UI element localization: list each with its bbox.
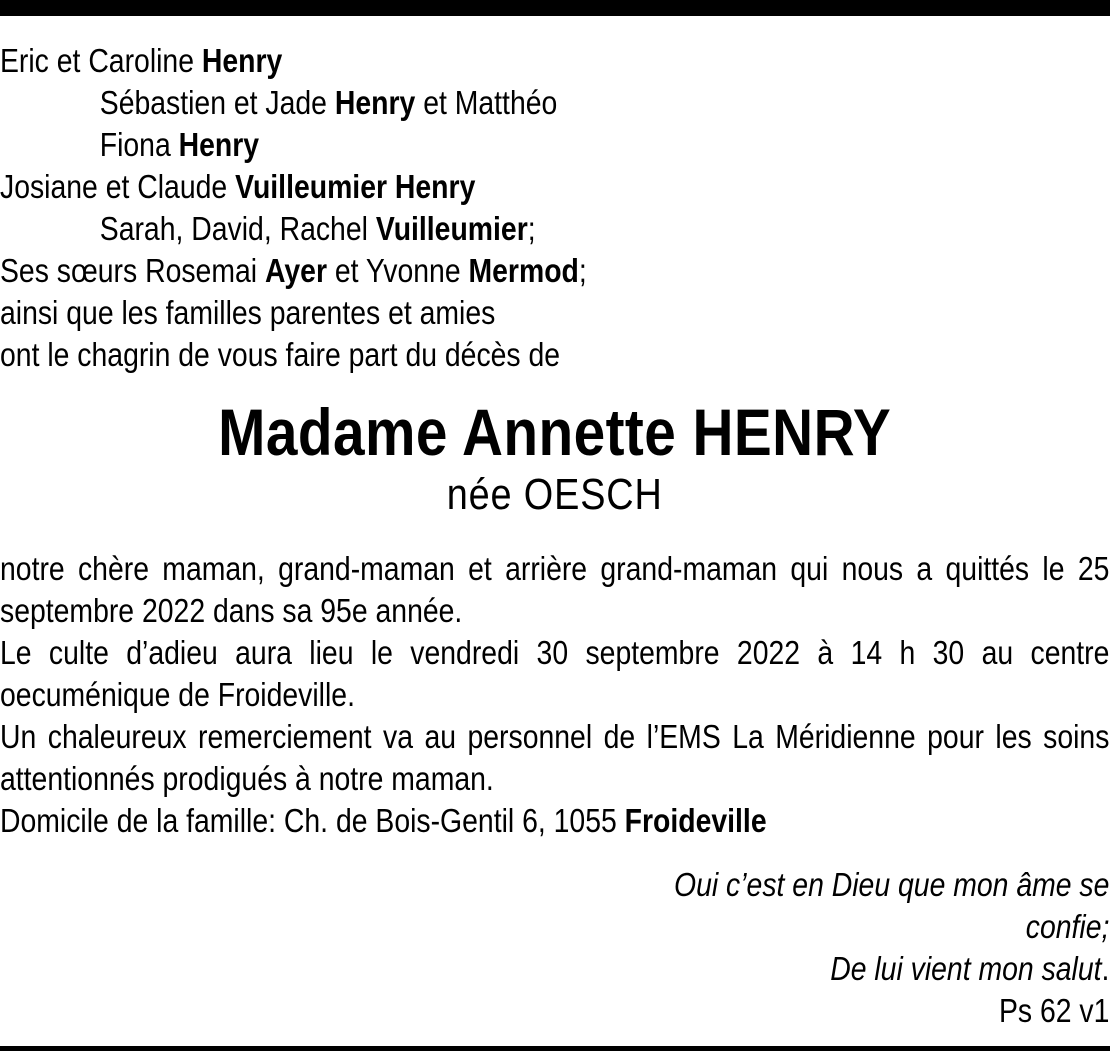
family-surname: Henry bbox=[178, 126, 260, 163]
announcement-line: ont le chagrin de vous faire part du décès de bbox=[0, 336, 561, 373]
verse-line-2: confie; bbox=[1025, 908, 1110, 945]
family-line-text: Sarah, David, Rachel bbox=[99, 210, 376, 247]
thanks-paragraph: Un chaleureux remerciement va au personnel de l’EMS La Méridienne pour les soins attentionnés prodigués à notre maman. bbox=[0, 718, 1110, 797]
family-line-fiona bbox=[0, 124, 1109, 166]
family-address bbox=[0, 800, 1109, 842]
family-surname: Vuilleumier bbox=[375, 210, 528, 247]
family-surname: Mermod bbox=[468, 252, 579, 289]
maiden-name: née OESCH bbox=[446, 470, 663, 519]
verse-reference: Ps 62 v1 bbox=[998, 992, 1110, 1029]
bible-verse bbox=[0, 864, 1109, 1032]
family-line-sisters bbox=[0, 250, 1109, 292]
family-line-text: et Matthéo bbox=[415, 84, 558, 121]
family-line-text: Sébastien et Jade bbox=[99, 84, 335, 121]
verse-line-3-text: De lui vient mon salut bbox=[830, 950, 1102, 987]
deceased-name: Madame Annette HENRY bbox=[218, 395, 892, 469]
family-line-text: Eric et Caroline bbox=[0, 42, 202, 79]
bottom-border-rule bbox=[0, 1046, 1110, 1051]
family-line-text: Fiona bbox=[99, 126, 179, 163]
family-line-eric-caroline bbox=[0, 40, 1109, 82]
family-surname: Vuilleumier Henry bbox=[235, 168, 476, 205]
passing-paragraph: notre chère maman, grand-maman et arrière grand-maman qui nous a quittés le 25 septembre 2022 dans sa 95e année. bbox=[0, 550, 1110, 629]
family-line-text: Josiane et Claude bbox=[0, 168, 236, 205]
obituary-notice bbox=[0, 40, 1110, 1032]
verse-line-3-period: . bbox=[1101, 950, 1110, 987]
family-line-sebastien-jade bbox=[0, 82, 1109, 124]
family-line-relatives: ainsi que les familles parentes et amies bbox=[0, 294, 496, 331]
family-line-text: ; bbox=[527, 210, 536, 247]
address-town: Froideville bbox=[624, 802, 767, 839]
top-border-rule bbox=[0, 0, 1110, 16]
family-surname: Henry bbox=[201, 42, 283, 79]
family-line-text: et Yvonne bbox=[327, 252, 469, 289]
family-line-sarah-david-rachel bbox=[0, 208, 1109, 250]
service-paragraph: Le culte d’adieu aura lieu le vendredi 30 septembre 2022 à 14 h 30 au centre oecuménique de Froideville. bbox=[0, 634, 1110, 713]
deceased-name-block bbox=[0, 396, 1109, 520]
family-list bbox=[0, 40, 1109, 376]
family-surname: Henry bbox=[334, 84, 416, 121]
family-line-text: ; bbox=[578, 252, 587, 289]
verse-line-1: Oui c’est en Dieu que mon âme se bbox=[674, 866, 1110, 903]
address-text: Domicile de la famille: Ch. de Bois-Gentil 6, 1055 bbox=[0, 802, 625, 839]
family-line-josiane-claude bbox=[0, 166, 1109, 208]
family-line-text: Ses sœurs Rosemai bbox=[0, 252, 265, 289]
family-surname: Ayer bbox=[264, 252, 328, 289]
notice-body bbox=[0, 548, 1109, 842]
verse-line-3 bbox=[0, 948, 1109, 990]
